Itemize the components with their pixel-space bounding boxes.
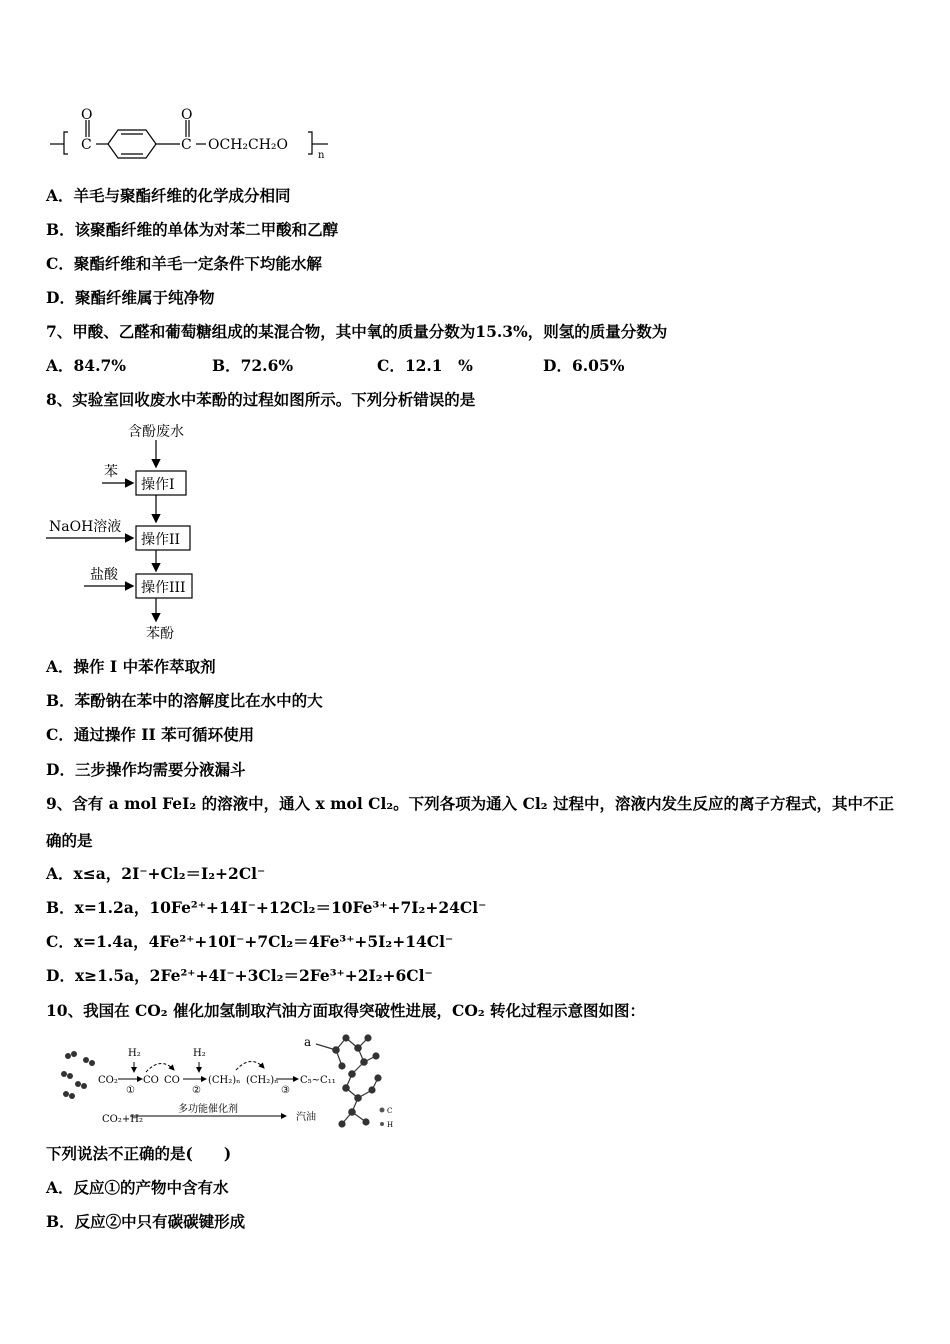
q9-stem-line2: 确的是 <box>46 831 93 850</box>
flow-reagent-hcl: 盐酸 <box>90 567 118 583</box>
flow-input: 含酚废水 <box>128 424 184 440</box>
co-label-a: CO <box>143 1075 159 1086</box>
q9-option-b: B．x=1.2a，10Fe²⁺+14I⁻+12Cl₂＝10Fe³⁺+7I₂+24Cl⁻ <box>46 898 487 917</box>
q10-question: 下列说法不正确的是( ) <box>46 1144 232 1163</box>
catalyst-label: 多功能催化剂 <box>178 1104 238 1115</box>
q10-option-b: B．反应②中只有碳碳键形成 <box>46 1212 246 1231</box>
q9-option-c: C．x=1.4a，4Fe²⁺+10I⁻+7Cl₂＝4Fe³⁺+5I₂+14Cl⁻ <box>46 932 454 951</box>
q8-stem: 8、实验室回收废水中苯酚的过程如图所示。下列分析错误的是 <box>46 390 476 409</box>
q9-option-d: D．x≥1.5a，2Fe²⁺+4I⁻+3Cl₂＝2Fe³⁺+2I₂+6Cl⁻ <box>46 966 433 985</box>
q9-stem-line1: 9、含有 a mol FeI₂ 的溶液中，通入 x mol Cl₂。下列各项为通入 Cl₂ 过程中，溶液内发生反应的离子方程式，其中不正 <box>46 794 894 813</box>
q10-option-a: A．反应①的产物中含有水 <box>46 1178 229 1197</box>
q9-option-a: A．x≤a，2I⁻+Cl₂＝I₂+2Cl⁻ <box>46 864 266 883</box>
c5c11-label: C₅~C₁₁ <box>300 1075 336 1086</box>
legend-c-icon <box>380 1108 385 1113</box>
flow-op3: 操作III <box>141 580 186 596</box>
flow-reagent-benzene: 苯 <box>104 464 118 480</box>
co2-molecules-icon <box>61 1051 95 1099</box>
q8-option-a: A．操作 I 中苯作萃取剂 <box>46 657 216 676</box>
q7-option-b: B．72.6% <box>212 356 294 375</box>
q6-option-d: D．聚酯纤维属于纯净物 <box>46 288 215 307</box>
h2-label-2: H₂ <box>193 1048 206 1059</box>
ch2n-label-b: (CH₂)ₙ <box>246 1075 279 1086</box>
legend-h: H <box>387 1121 394 1129</box>
polymer-c-left: C <box>81 137 92 153</box>
q10-diagram <box>46 1030 406 1136</box>
co2-label: CO₂ <box>98 1075 118 1086</box>
q8-flowchart <box>46 418 246 646</box>
q7-option-a: A．84.7% <box>46 356 127 375</box>
step-1: ① <box>126 1085 135 1096</box>
q6-option-c: C．聚酯纤维和羊毛一定条件下均能水解 <box>46 254 322 273</box>
legend-h-icon <box>380 1122 384 1126</box>
q7-option-d: D．6.05% <box>543 356 625 375</box>
co-label-b: CO <box>164 1075 180 1086</box>
flow-op1: 操作I <box>141 477 175 493</box>
q6-option-b: B．该聚酯纤维的单体为对苯二甲酸和乙醇 <box>46 220 339 239</box>
q7-option-c: C．12.1 % <box>377 356 473 375</box>
step-3: ③ <box>281 1085 290 1096</box>
q10-stem: 10、我国在 CO₂ 催化加氢制取汽油方面取得突破性进展，CO₂ 转化过程示意图如图： <box>46 1001 646 1020</box>
flow-output: 苯酚 <box>146 626 174 642</box>
polymer-structure <box>46 100 346 164</box>
q7-stem: 7、甲酸、乙醛和葡萄糖组成的某混合物，其中氧的质量分数为15.3%，则氢的质量分数为 <box>46 322 668 341</box>
ch2n-label-a: (CH₂)ₙ <box>208 1075 241 1086</box>
polymer-o-right: O <box>181 107 193 123</box>
q8-option-b: B．苯酚钠在苯中的溶解度比在水中的大 <box>46 691 323 710</box>
polymer-chain: OCH₂CH₂O <box>208 137 289 153</box>
polymer-o-left: O <box>81 107 93 123</box>
legend-c: C <box>387 1107 393 1115</box>
flow-op2: 操作II <box>141 532 181 548</box>
reactants-label: CO₂+H₂ <box>102 1114 143 1125</box>
step-2: ② <box>192 1085 201 1096</box>
q6-option-a: A．羊毛与聚酯纤维的化学成分相同 <box>46 186 291 205</box>
q8-option-d: D．三步操作均需要分液漏斗 <box>46 760 246 779</box>
polymer-n: n <box>318 150 325 161</box>
a-label: a <box>304 1035 312 1049</box>
product-label: 汽油 <box>296 1112 316 1123</box>
polymer-c-right: C <box>181 137 192 153</box>
flow-reagent-naoh: NaOH溶液 <box>49 519 122 535</box>
q8-option-c: C．通过操作 II 苯可循环使用 <box>46 725 255 744</box>
h2-label-1: H₂ <box>128 1048 141 1059</box>
